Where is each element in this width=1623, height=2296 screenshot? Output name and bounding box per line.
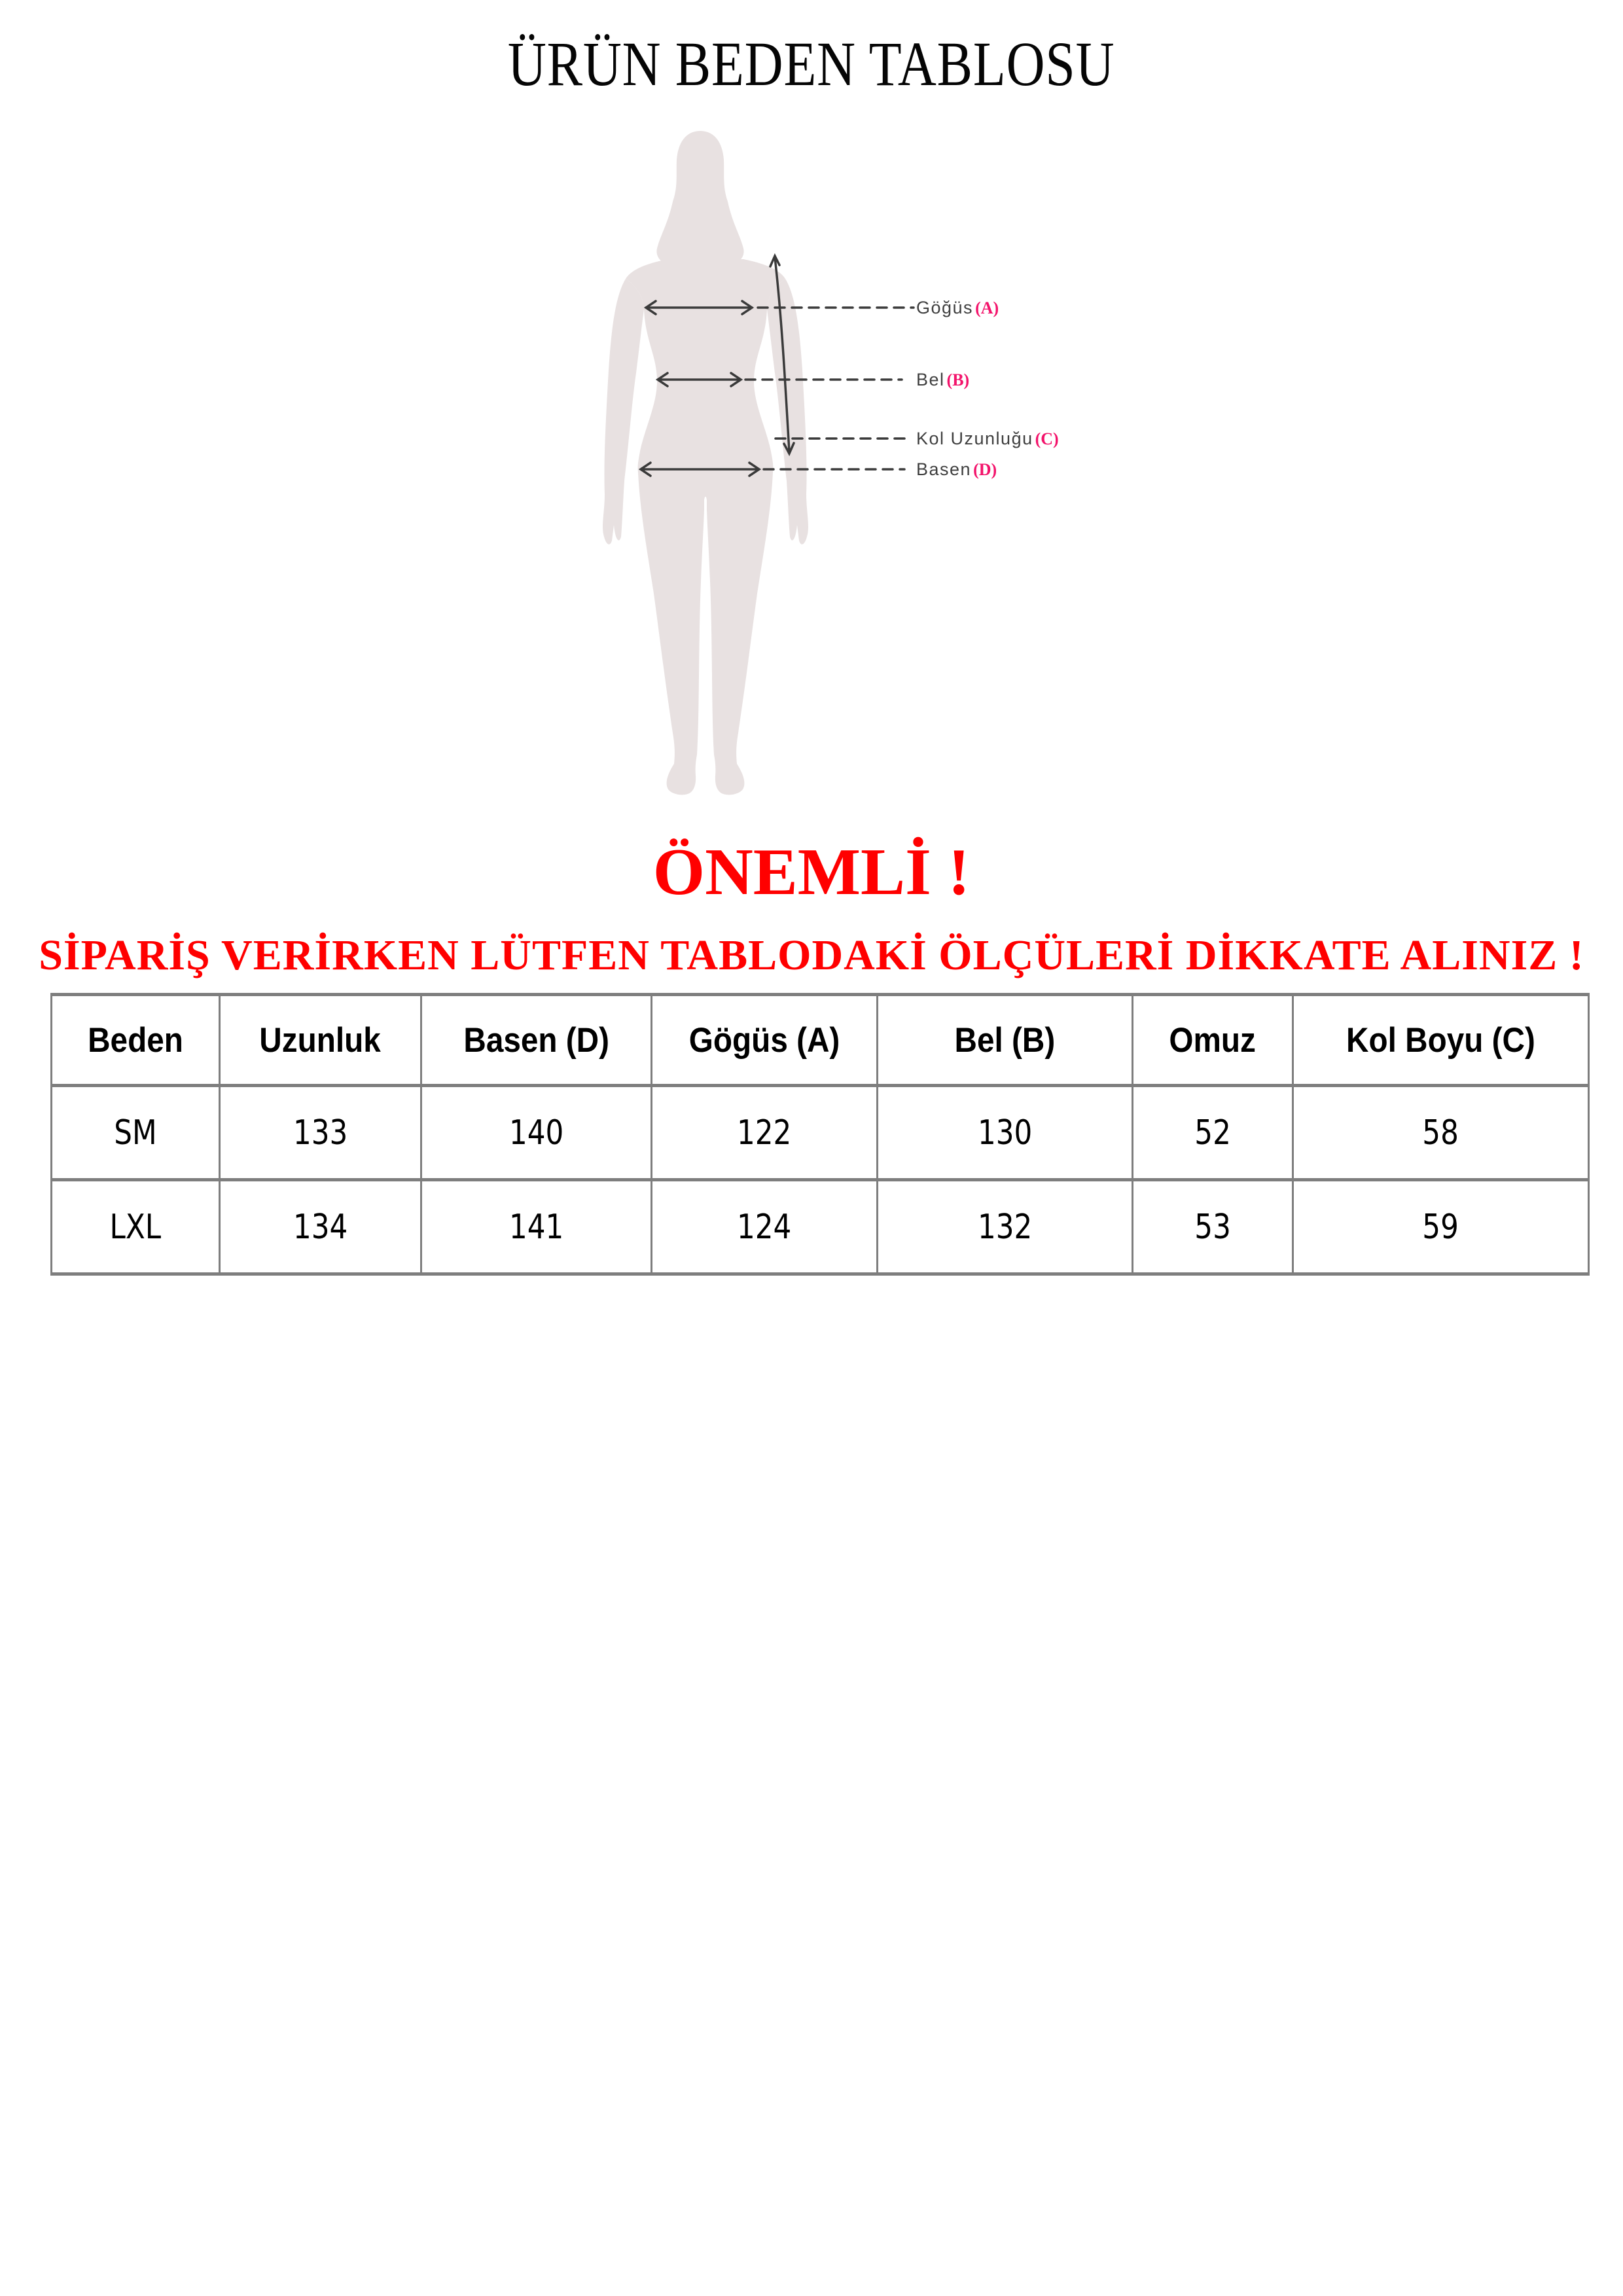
value-cell: 130	[878, 1086, 1132, 1180]
measurement-label-kol-uzunlugu	[916, 428, 1059, 452]
measurement-code: (C)	[1035, 429, 1059, 448]
silhouette-head-hair	[656, 131, 743, 264]
important-heading: ÖNEMLİ !	[652, 835, 971, 909]
size-table	[50, 993, 1590, 1276]
column-header-kol-boyu: Kol Boyu (C)	[1293, 995, 1588, 1086]
column-header-gogus: Gögüs (A)	[651, 995, 877, 1086]
value-cell: 140	[421, 1086, 651, 1180]
measurement-label-bel	[916, 369, 969, 393]
page-title	[0, 29, 1623, 99]
size-table-row-sm	[52, 1086, 1589, 1180]
column-header-basen: Basen (D)	[421, 995, 651, 1086]
silhouette-torso-legs	[626, 259, 785, 795]
measurement-code: (D)	[973, 460, 997, 479]
column-header-bel: Bel (B)	[878, 995, 1132, 1086]
page-title-text: ÜRÜN BEDEN TABLOSU	[508, 29, 1115, 99]
column-header-uzunluk: Uzunluk	[219, 995, 421, 1086]
measurement-code: (B)	[946, 370, 970, 389]
measurement-label-text: Basen	[916, 459, 972, 479]
value-cell: 52	[1132, 1086, 1293, 1180]
value-cell: 58	[1293, 1086, 1588, 1180]
value-cell: 59	[1293, 1180, 1588, 1274]
value-cell: 134	[219, 1180, 421, 1274]
value-cell: 53	[1132, 1180, 1293, 1274]
measurement-label-text: Göğüs	[916, 298, 974, 317]
value-cell: 122	[651, 1086, 877, 1180]
measurement-label-gogus	[916, 297, 999, 321]
measurement-label-text: Bel	[916, 370, 945, 389]
value-cell: 124	[651, 1180, 877, 1274]
measurement-label-text: Kol Uzunluğu	[916, 429, 1033, 448]
value-cell: 141	[421, 1180, 651, 1274]
size-cell: LXL	[52, 1180, 220, 1274]
size-table-header-row	[52, 995, 1589, 1086]
order-warning-text: SİPARİŞ VERİRKEN LÜTFEN TABLODAKİ ÖLÇÜLERİ DİKKATE ALINIZ !	[39, 931, 1584, 979]
silhouette-left-arm	[603, 279, 644, 545]
measurement-label-basen	[916, 459, 997, 483]
column-header-omuz: Omuz	[1132, 995, 1293, 1086]
silhouette	[603, 131, 808, 795]
size-table-row-lxl	[52, 1180, 1589, 1274]
column-header-beden: Beden	[52, 995, 220, 1086]
value-cell: 133	[219, 1086, 421, 1180]
size-cell: SM	[52, 1086, 220, 1180]
measurement-code: (A)	[975, 298, 999, 317]
value-cell: 132	[878, 1180, 1132, 1274]
